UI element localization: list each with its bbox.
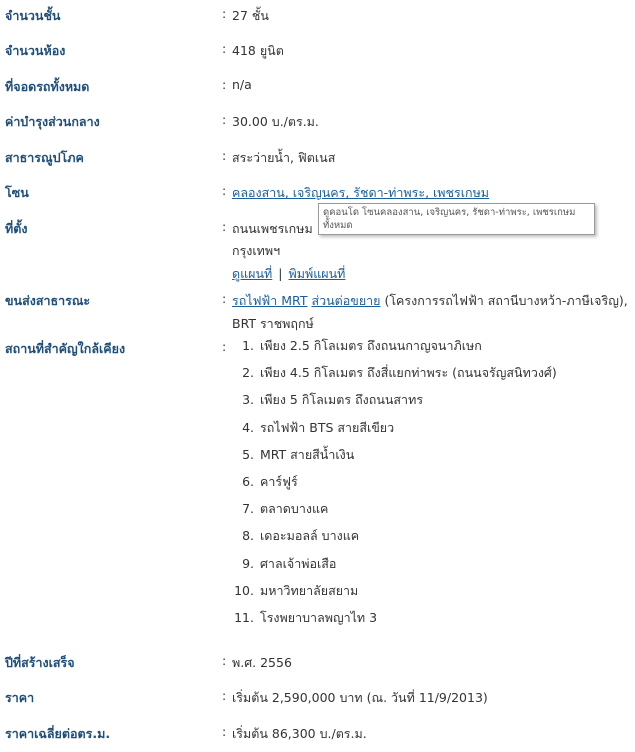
colon: : xyxy=(222,339,227,354)
transit-label: ขนส่งสาธารณะ xyxy=(5,293,91,308)
colon: : xyxy=(222,291,227,306)
colon: : xyxy=(222,77,227,92)
mrt-link[interactable]: รถไฟฟ้า MRT xyxy=(232,293,308,308)
colon: : xyxy=(222,688,227,703)
fee-label: ค่าบำรุงส่วนกลาง xyxy=(5,114,100,129)
built-label: ปีที่สร้างเสร็จ xyxy=(5,655,75,670)
list-item: 8. เดอะมอลล์ บางแค xyxy=(242,528,360,544)
zone-label: โซน xyxy=(5,185,29,200)
colon: : xyxy=(222,148,227,163)
facilities-label: สาธารณูปโภค xyxy=(5,150,84,165)
location-line2: กรุงเทพฯ xyxy=(232,243,281,258)
list-item: 10. มหาวิทยาลัยสยาม xyxy=(234,582,359,598)
colon: : xyxy=(222,724,227,739)
transit-line2: BRT ราชพฤกษ์ xyxy=(232,316,314,331)
price-value: เริ่มต้น 2,590,000 บาท (ณ. วันที่ 11/9/2013) xyxy=(232,690,488,705)
print-map-link[interactable]: พิมพ์แผนที่ xyxy=(288,266,346,281)
transit-text: (โครงการรถไฟฟ้า สถานีบางหว้า-ภาษีเจริญ), xyxy=(380,293,628,308)
colon: : xyxy=(222,219,227,234)
floors-value: 27 ชั้น xyxy=(232,8,269,23)
list-item: 9. ศาลเจ้าพ่อเสือ xyxy=(242,555,337,571)
parking-label: ที่จอดรถทั้งหมด xyxy=(5,79,90,94)
location-label: ที่ตั้ง xyxy=(5,221,28,236)
avg-price-label: ราคาเฉลี่ยต่อตร.ม. xyxy=(5,726,111,741)
transit-line1 xyxy=(232,291,628,311)
list-item: 11. โรงพยาบาลพญาไท 3 xyxy=(234,609,378,625)
colon: : xyxy=(222,653,227,668)
colon: : xyxy=(222,41,227,56)
colon: : xyxy=(222,6,227,21)
zone-link[interactable]: คลองสาน, เจริญนคร, รัชดา-ท่าพระ, เพชรเกษม xyxy=(232,185,490,200)
view-map-link[interactable]: ดูแผนที่ xyxy=(232,266,273,281)
facilities-value: สระว่ายน้ำ, ฟิตเนส xyxy=(232,150,336,165)
list-item: 2. เพียง 4.5 กิโลเมตร ถึงสี่แยกท่าพระ (ถนนจรัญสนิทวงศ์) xyxy=(242,365,557,381)
units-value: 418 ยูนิต xyxy=(232,43,284,58)
location-line1: ถนนเพชรเกษม xyxy=(232,221,313,236)
units-label: จำนวนห้อง xyxy=(5,43,66,58)
list-item: 5. MRT สายสีน้ำเงิน xyxy=(242,446,355,462)
link-separator: | xyxy=(278,266,283,281)
colon: : xyxy=(222,183,227,198)
nearby-list xyxy=(232,336,557,635)
avg-price-value: เริ่มต้น 86,300 บ./ตร.ม. xyxy=(232,726,367,741)
list-item: 1. เพียง 2.5 กิโลเมตร ถึงถนนกาญจนาภิเษก xyxy=(242,338,482,353)
price-label: ราคา xyxy=(5,690,35,705)
parking-value: n/a xyxy=(232,77,252,92)
extension-link[interactable]: ส่วนต่อขยาย xyxy=(311,293,381,308)
colon: : xyxy=(222,112,227,127)
zone-tooltip: ดูคอนโด โซนคลองสาน, เจริญนคร, รัชดา-ท่าพระ, เพชรเกษม ทั้งหมด xyxy=(318,203,595,235)
map-links xyxy=(232,264,345,284)
list-item: 3. เพียง 5 กิโลเมตร ถึงถนนสาทร xyxy=(242,392,424,408)
list-item: 6. คาร์ฟูร์ xyxy=(242,473,298,489)
list-item: 7. ตลาดบางแค xyxy=(242,501,329,517)
fee-value: 30.00 บ./ตร.ม. xyxy=(232,114,319,129)
nearby-label: สถานที่สำคัญใกล้เคียง xyxy=(5,341,126,356)
built-value: พ.ศ. 2556 xyxy=(232,655,292,670)
floors-label: จำนวนชั้น xyxy=(5,8,61,23)
list-item: 4. รถไฟฟ้า BTS สายสีเขียว xyxy=(242,419,395,435)
